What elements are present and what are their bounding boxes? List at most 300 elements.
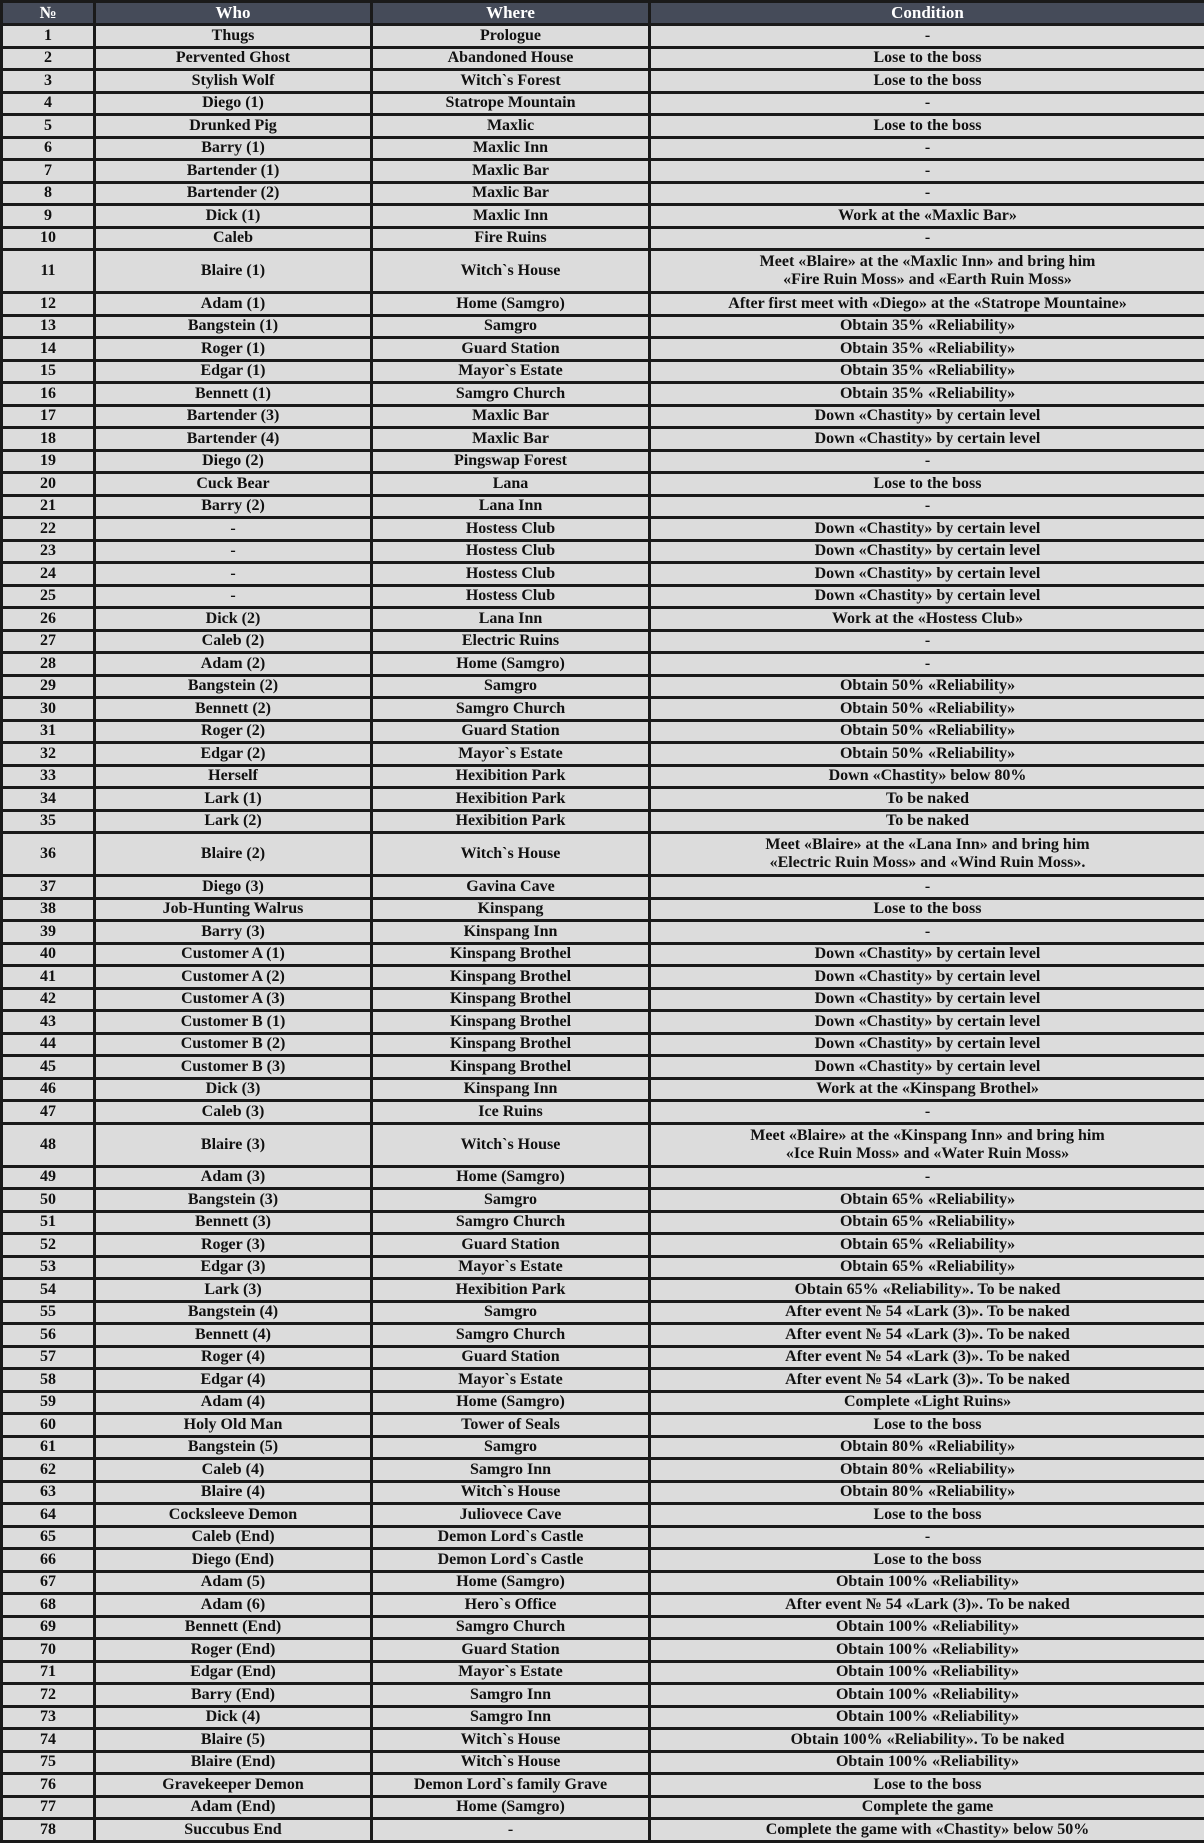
cell-condition — [650, 25, 1204, 48]
cell-who: Dick (2) — [95, 608, 372, 631]
table-row — [2, 1234, 1204, 1257]
condition-line: Down «Chastity» by certain level — [653, 945, 1202, 963]
table-row — [2, 698, 1204, 721]
cell-condition — [650, 898, 1204, 921]
cell-where: Witch`s House — [372, 1481, 650, 1504]
cell-condition — [650, 1616, 1204, 1639]
table-row — [2, 921, 1204, 944]
cell-number: 55 — [2, 1301, 95, 1324]
condition-line: Obtain 65% «Reliability». To be naked — [653, 1281, 1202, 1299]
table-row — [2, 1729, 1204, 1752]
table-row — [2, 1549, 1204, 1572]
condition-line: Obtain 100% «Reliability» — [653, 1663, 1202, 1681]
table-row — [2, 115, 1204, 138]
table-row — [2, 1078, 1204, 1101]
table-row — [2, 1684, 1204, 1707]
cell-condition — [650, 338, 1204, 361]
condition-line: After first meet with «Diego» at the «Statrope Mountaine» — [653, 295, 1202, 313]
cell-condition — [650, 1504, 1204, 1527]
condition-line: Obtain 50% «Reliability» — [653, 722, 1202, 740]
cell-number: 36 — [2, 833, 95, 876]
condition-line: Obtain 50% «Reliability» — [653, 700, 1202, 718]
cell-condition — [650, 810, 1204, 833]
cell-where: Hexibition Park — [372, 1279, 650, 1302]
cell-number: 40 — [2, 943, 95, 966]
condition-line: - — [653, 497, 1202, 515]
cell-number: 77 — [2, 1796, 95, 1819]
cell-number: 57 — [2, 1346, 95, 1369]
table-row — [2, 585, 1204, 608]
cell-where: Witch`s House — [372, 1729, 650, 1752]
cell-who: Diego (End) — [95, 1549, 372, 1572]
cell-where: Witch`s House — [372, 250, 650, 293]
cell-condition — [650, 1684, 1204, 1707]
cell-who: Job-Hunting Walrus — [95, 898, 372, 921]
cell-where: - — [372, 1819, 650, 1842]
cell-who: Adam (End) — [95, 1796, 372, 1819]
cell-who: Blaire (2) — [95, 833, 372, 876]
cell-condition — [650, 1549, 1204, 1572]
condition-line: - — [653, 162, 1202, 180]
cell-number: 33 — [2, 765, 95, 788]
cell-number: 8 — [2, 182, 95, 205]
cell-who: Roger (3) — [95, 1234, 372, 1257]
cell-condition — [650, 1011, 1204, 1034]
cell-where: Samgro Church — [372, 698, 650, 721]
cell-where: Lana Inn — [372, 608, 650, 631]
cell-where: Samgro Inn — [372, 1706, 650, 1729]
table-row — [2, 450, 1204, 473]
cell-who: Blaire (3) — [95, 1123, 372, 1166]
cell-where: Kinspang Brothel — [372, 943, 650, 966]
cell-number: 16 — [2, 383, 95, 406]
cell-where: Samgro — [372, 1301, 650, 1324]
cell-who: Adam (1) — [95, 293, 372, 316]
cell-condition — [650, 765, 1204, 788]
cell-number: 41 — [2, 966, 95, 989]
cell-where: Samgro Church — [372, 1211, 650, 1234]
cell-who: Edgar (2) — [95, 743, 372, 766]
cell-condition — [650, 1751, 1204, 1774]
cell-where: Lana — [372, 473, 650, 496]
cell-number: 67 — [2, 1571, 95, 1594]
cell-where: Maxlic Bar — [372, 182, 650, 205]
condition-line: Obtain 50% «Reliability» — [653, 677, 1202, 695]
cell-number: 11 — [2, 250, 95, 293]
cell-number: 53 — [2, 1256, 95, 1279]
condition-line: Lose to the boss — [653, 72, 1202, 90]
cell-who: Bennett (1) — [95, 383, 372, 406]
cell-where: Gavina Cave — [372, 876, 650, 899]
header-row — [2, 2, 1204, 25]
cell-number: 3 — [2, 70, 95, 93]
cell-condition — [650, 1436, 1204, 1459]
cell-condition — [650, 92, 1204, 115]
table-row — [2, 315, 1204, 338]
cell-who: - — [95, 563, 372, 586]
table-row — [2, 1256, 1204, 1279]
table-row — [2, 1571, 1204, 1594]
condition-line: Obtain 80% «Reliability» — [653, 1438, 1202, 1456]
cell-where: Kinspang Brothel — [372, 988, 650, 1011]
cell-where: Guard Station — [372, 1346, 650, 1369]
cell-condition — [650, 518, 1204, 541]
condition-line: Obtain 65% «Reliability» — [653, 1258, 1202, 1276]
condition-line: Obtain 35% «Reliability» — [653, 385, 1202, 403]
cell-who: Diego (1) — [95, 92, 372, 115]
cell-condition — [650, 833, 1204, 876]
cell-condition — [650, 1101, 1204, 1124]
cell-number: 68 — [2, 1594, 95, 1617]
condition-line: Meet «Blaire» at the «Kinspang Inn» and bring him — [653, 1127, 1202, 1145]
cell-where: Maxlic Bar — [372, 160, 650, 183]
cell-where: Samgro Church — [372, 1616, 650, 1639]
cell-number: 71 — [2, 1661, 95, 1684]
condition-line: Down «Chastity» by certain level — [653, 1013, 1202, 1031]
cell-who: Caleb (End) — [95, 1526, 372, 1549]
condition-line: - — [653, 27, 1202, 45]
cell-number: 31 — [2, 720, 95, 743]
cell-number: 9 — [2, 205, 95, 228]
cell-where: Hostess Club — [372, 585, 650, 608]
table-row — [2, 383, 1204, 406]
table-row — [2, 428, 1204, 451]
table-row — [2, 833, 1204, 876]
cell-who: Bennett (2) — [95, 698, 372, 721]
cell-number: 32 — [2, 743, 95, 766]
cell-condition — [650, 182, 1204, 205]
cell-who: Edgar (4) — [95, 1369, 372, 1392]
cell-where: Mayor`s Estate — [372, 1369, 650, 1392]
cell-who: Customer A (2) — [95, 966, 372, 989]
cell-condition — [650, 1414, 1204, 1437]
cell-where: Guard Station — [372, 1234, 650, 1257]
cell-number: 78 — [2, 1819, 95, 1842]
table-row — [2, 743, 1204, 766]
condition-line: - — [653, 632, 1202, 650]
cell-who: Gravekeeper Demon — [95, 1774, 372, 1797]
cell-number: 43 — [2, 1011, 95, 1034]
cell-condition — [650, 428, 1204, 451]
cell-condition — [650, 675, 1204, 698]
cell-condition — [650, 966, 1204, 989]
condition-line: Down «Chastity» by certain level — [653, 1035, 1202, 1053]
condition-line: Lose to the boss — [653, 1551, 1202, 1569]
condition-line: - — [653, 139, 1202, 157]
cell-condition — [650, 1056, 1204, 1079]
cell-number: 45 — [2, 1056, 95, 1079]
condition-line: Lose to the boss — [653, 1776, 1202, 1794]
condition-line: Work at the «Maxlic Bar» — [653, 207, 1202, 225]
table-row — [2, 630, 1204, 653]
column-header-number: № — [2, 2, 95, 25]
cell-where: Kinspang Inn — [372, 1078, 650, 1101]
cell-condition — [650, 630, 1204, 653]
condition-line: Obtain 35% «Reliability» — [653, 317, 1202, 335]
condition-line: Down «Chastity» by certain level — [653, 1058, 1202, 1076]
cell-condition — [650, 653, 1204, 676]
cell-where: Guard Station — [372, 720, 650, 743]
condition-line: Lose to the boss — [653, 1506, 1202, 1524]
cell-where: Samgro Inn — [372, 1459, 650, 1482]
table-row — [2, 810, 1204, 833]
cell-number: 26 — [2, 608, 95, 631]
cell-where: Kinspang Brothel — [372, 966, 650, 989]
cell-where: Kinspang — [372, 898, 650, 921]
table-row — [2, 1774, 1204, 1797]
cell-who: Barry (2) — [95, 495, 372, 518]
cell-where: Guard Station — [372, 338, 650, 361]
cell-where: Guard Station — [372, 1639, 650, 1662]
condition-line: - — [653, 184, 1202, 202]
table-row — [2, 1123, 1204, 1166]
cell-number: 28 — [2, 653, 95, 676]
condition-line: Obtain 100% «Reliability» — [653, 1708, 1202, 1726]
cell-where: Samgro — [372, 315, 650, 338]
table-row — [2, 1369, 1204, 1392]
cell-who: Lark (3) — [95, 1279, 372, 1302]
cell-number: 30 — [2, 698, 95, 721]
cell-number: 35 — [2, 810, 95, 833]
cell-who: Roger (4) — [95, 1346, 372, 1369]
cell-number: 75 — [2, 1751, 95, 1774]
cell-who: Succubus End — [95, 1819, 372, 1842]
condition-line: Obtain 65% «Reliability» — [653, 1191, 1202, 1209]
cell-who: Barry (3) — [95, 921, 372, 944]
column-header-who: Who — [95, 2, 372, 25]
cell-condition — [650, 473, 1204, 496]
table-row — [2, 563, 1204, 586]
table-row — [2, 205, 1204, 228]
table-row — [2, 720, 1204, 743]
condition-line: - — [653, 878, 1202, 896]
cell-condition — [650, 250, 1204, 293]
cell-condition — [650, 1481, 1204, 1504]
cell-condition — [650, 1123, 1204, 1166]
cell-condition — [650, 70, 1204, 93]
cell-condition — [650, 383, 1204, 406]
table-row — [2, 1616, 1204, 1639]
cell-number: 74 — [2, 1729, 95, 1752]
table-row — [2, 92, 1204, 115]
cell-condition — [650, 943, 1204, 966]
cell-number: 18 — [2, 428, 95, 451]
condition-line: To be naked — [653, 790, 1202, 808]
cell-who: Roger (1) — [95, 338, 372, 361]
cell-condition — [650, 47, 1204, 70]
cell-number: 44 — [2, 1033, 95, 1056]
table-row — [2, 1033, 1204, 1056]
cell-who: Bangstein (1) — [95, 315, 372, 338]
condition-line: - — [653, 1528, 1202, 1546]
condition-line: Down «Chastity» by certain level — [653, 565, 1202, 583]
condition-line: Down «Chastity» below 80% — [653, 767, 1202, 785]
table-row — [2, 765, 1204, 788]
cell-number: 52 — [2, 1234, 95, 1257]
table-row — [2, 473, 1204, 496]
cell-who: Bangstein (5) — [95, 1436, 372, 1459]
cell-where: Tower of Seals — [372, 1414, 650, 1437]
cell-who: Edgar (1) — [95, 360, 372, 383]
cell-condition — [650, 1571, 1204, 1594]
condition-line: Complete the game — [653, 1798, 1202, 1816]
cell-who: Diego (3) — [95, 876, 372, 899]
cell-number: 48 — [2, 1123, 95, 1166]
cell-who: Bartender (2) — [95, 182, 372, 205]
table-row — [2, 1504, 1204, 1527]
cell-where: Witch`s House — [372, 1123, 650, 1166]
cell-where: Mayor`s Estate — [372, 1256, 650, 1279]
cell-where: Hexibition Park — [372, 810, 650, 833]
condition-line: Obtain 65% «Reliability» — [653, 1236, 1202, 1254]
cell-where: Kinspang Brothel — [372, 1033, 650, 1056]
cell-who: Caleb (3) — [95, 1101, 372, 1124]
cell-who: Adam (3) — [95, 1166, 372, 1189]
table-row — [2, 1751, 1204, 1774]
condition-line: After event № 54 «Lark (3)». To be naked — [653, 1326, 1202, 1344]
cell-number: 60 — [2, 1414, 95, 1437]
cell-where: Maxlic — [372, 115, 650, 138]
cell-number: 1 — [2, 25, 95, 48]
table-row — [2, 1639, 1204, 1662]
table-row — [2, 1661, 1204, 1684]
cell-condition — [650, 1594, 1204, 1617]
cell-who: Blaire (1) — [95, 250, 372, 293]
table-row — [2, 293, 1204, 316]
cell-where: Statrope Mountain — [372, 92, 650, 115]
table-row — [2, 1324, 1204, 1347]
condition-line: - — [653, 1103, 1202, 1121]
cell-number: 24 — [2, 563, 95, 586]
cell-where: Prologue — [372, 25, 650, 48]
condition-line: Meet «Blaire» at the «Lana Inn» and bring him — [653, 836, 1202, 854]
cell-number: 13 — [2, 315, 95, 338]
table-row — [2, 495, 1204, 518]
cell-condition — [650, 585, 1204, 608]
table-row — [2, 1391, 1204, 1414]
table-row — [2, 160, 1204, 183]
table-row — [2, 675, 1204, 698]
table-row — [2, 1211, 1204, 1234]
condition-line: Complete the game with «Chastity» below 50% — [653, 1821, 1202, 1839]
cell-condition — [650, 608, 1204, 631]
cell-who: Drunked Pig — [95, 115, 372, 138]
table-row — [2, 1459, 1204, 1482]
cell-condition — [650, 1256, 1204, 1279]
cell-who: Bennett (End) — [95, 1616, 372, 1639]
cell-number: 66 — [2, 1549, 95, 1572]
cell-condition — [650, 563, 1204, 586]
cell-who: Blaire (4) — [95, 1481, 372, 1504]
condition-line: After event № 54 «Lark (3)». To be naked — [653, 1596, 1202, 1614]
condition-line: Work at the «Kinspang Brothel» — [653, 1080, 1202, 1098]
cell-number: 15 — [2, 360, 95, 383]
condition-line: Obtain 65% «Reliability» — [653, 1213, 1202, 1231]
cell-condition — [650, 315, 1204, 338]
cell-who: Roger (End) — [95, 1639, 372, 1662]
cell-where: Samgro Inn — [372, 1684, 650, 1707]
cell-number: 59 — [2, 1391, 95, 1414]
cell-number: 5 — [2, 115, 95, 138]
condition-line: «Fire Ruin Moss» and «Earth Ruin Moss» — [653, 271, 1202, 289]
cell-number: 2 — [2, 47, 95, 70]
cell-number: 56 — [2, 1324, 95, 1347]
cell-number: 29 — [2, 675, 95, 698]
table-row — [2, 227, 1204, 250]
condition-line: Complete «Light Ruins» — [653, 1393, 1202, 1411]
cell-condition — [650, 1301, 1204, 1324]
cell-where: Demon Lord`s family Grave — [372, 1774, 650, 1797]
table-row — [2, 1796, 1204, 1819]
cell-where: Hexibition Park — [372, 765, 650, 788]
cell-condition — [650, 293, 1204, 316]
cell-number: 47 — [2, 1101, 95, 1124]
cell-condition — [650, 160, 1204, 183]
cell-who: Adam (6) — [95, 1594, 372, 1617]
table-row — [2, 1056, 1204, 1079]
table-row — [2, 1346, 1204, 1369]
cell-where: Kinspang Inn — [372, 921, 650, 944]
cell-who: Caleb (4) — [95, 1459, 372, 1482]
cell-where: Demon Lord`s Castle — [372, 1549, 650, 1572]
cell-where: Samgro Church — [372, 383, 650, 406]
cell-condition — [650, 1459, 1204, 1482]
cell-number: 73 — [2, 1706, 95, 1729]
table-row — [2, 1594, 1204, 1617]
cell-where: Home (Samgro) — [372, 293, 650, 316]
cell-number: 70 — [2, 1639, 95, 1662]
table-row — [2, 1101, 1204, 1124]
cell-condition — [650, 1033, 1204, 1056]
cell-where: Mayor`s Estate — [372, 1661, 650, 1684]
cell-condition — [650, 1166, 1204, 1189]
cell-who: Thugs — [95, 25, 372, 48]
table-row — [2, 898, 1204, 921]
condition-line: After event № 54 «Lark (3)». To be naked — [653, 1371, 1202, 1389]
table-row — [2, 1414, 1204, 1437]
table-row — [2, 25, 1204, 48]
cell-condition — [650, 720, 1204, 743]
table-row — [2, 966, 1204, 989]
cell-who: Cuck Bear — [95, 473, 372, 496]
condition-line: Obtain 35% «Reliability» — [653, 340, 1202, 358]
table-row — [2, 250, 1204, 293]
table-row — [2, 137, 1204, 160]
cell-number: 10 — [2, 227, 95, 250]
column-header-condition: Condition — [650, 2, 1204, 25]
cell-who: Blaire (End) — [95, 1751, 372, 1774]
cell-number: 22 — [2, 518, 95, 541]
condition-line: Obtain 80% «Reliability» — [653, 1461, 1202, 1479]
cell-who: Barry (1) — [95, 137, 372, 160]
condition-line: Obtain 100% «Reliability» — [653, 1686, 1202, 1704]
cell-condition — [650, 227, 1204, 250]
cell-condition — [650, 988, 1204, 1011]
cell-who: Herself — [95, 765, 372, 788]
cell-number: 27 — [2, 630, 95, 653]
condition-line: Lose to the boss — [653, 117, 1202, 135]
cell-number: 58 — [2, 1369, 95, 1392]
cell-number: 46 — [2, 1078, 95, 1101]
condition-line: Work at the «Hostess Club» — [653, 610, 1202, 628]
cell-condition — [650, 1279, 1204, 1302]
condition-line: - — [653, 655, 1202, 673]
condition-line: Meet «Blaire» at the «Maxlic Inn» and bring him — [653, 253, 1202, 271]
cell-who: Diego (2) — [95, 450, 372, 473]
cell-condition — [650, 1391, 1204, 1414]
condition-line: - — [653, 452, 1202, 470]
condition-line: - — [653, 94, 1202, 112]
